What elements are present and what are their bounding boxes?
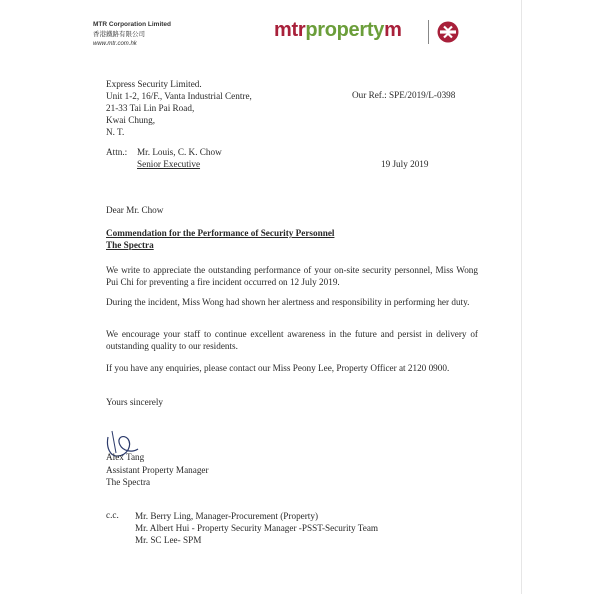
salutation: Dear Mr. Chow: [106, 205, 164, 215]
attn-label: Attn.:: [106, 147, 128, 157]
cc-recipient: Mr. Albert Hui - Property Security Manager -PSST-Security Team: [135, 523, 379, 533]
address-line: Express Security Limited.: [106, 79, 202, 89]
address-line: N. T.: [106, 127, 125, 137]
corporation-website: www.mtr.com.hk: [93, 41, 137, 47]
page-edge-line: [521, 0, 522, 594]
corporation-name: MTR Corporation Limited: [93, 21, 171, 28]
attn-title: Senior Executive: [137, 159, 201, 169]
brand-divider: [428, 20, 429, 44]
signatory-place: The Spectra: [106, 477, 151, 487]
recipient-address: [106, 78, 252, 138]
signatory-name: Alex Tang: [106, 452, 145, 462]
attn-name: Mr. Louis, C. K. Chow: [137, 147, 222, 157]
address-line: Unit 1-2, 16/F., Vanta Industrial Centre,: [106, 91, 252, 101]
brand-wordmark: [274, 19, 402, 42]
reference-number: Our Ref.: SPE/2019/L-0398: [352, 90, 456, 100]
brand-part-property: property: [305, 19, 385, 41]
cc-recipient: Mr. SC Lee- SPM: [135, 535, 202, 545]
body-paragraph-3: We encourage your staff to continue excellent awareness in the future and persist in delivery of outstanding quality to our residents.: [106, 329, 478, 351]
cc-list: [135, 510, 378, 546]
address-line: 21-33 Tai Lin Pai Road,: [106, 103, 195, 113]
signatory-title: Assistant Property Manager: [106, 465, 209, 475]
mtr-logo-icon: [437, 21, 459, 43]
letter-date: 19 July 2019: [381, 159, 429, 169]
body-paragraph-4: If you have any enquiries, please contact our Miss Peony Lee, Property Officer at 2120 0900.: [106, 363, 450, 373]
subject-property: The Spectra: [106, 240, 154, 250]
corporation-name-chinese: 香港鐵路有限公司: [93, 30, 145, 38]
body-paragraph-1: We write to appreciate the outstanding performance of your on-site security personnel, Miss Wong Pui Chi for preventing a fire incident occurred on 12 July 2019.: [106, 265, 478, 287]
cc-recipient: Mr. Berry Ling, Manager-Procurement (Property): [135, 511, 318, 521]
brand-part-mtr: mtr: [274, 19, 306, 41]
subject-line: Commendation for the Performance of Security Personnel: [106, 228, 335, 238]
address-line: Kwai Chung,: [106, 115, 155, 125]
body-paragraph-2: During the incident, Miss Wong had shown her alertness and responsibility in performing her duty.: [106, 297, 470, 307]
closing: Yours sincerely: [106, 397, 163, 407]
cc-label: c.c.: [106, 510, 119, 520]
brand-part-m: m: [384, 19, 402, 41]
